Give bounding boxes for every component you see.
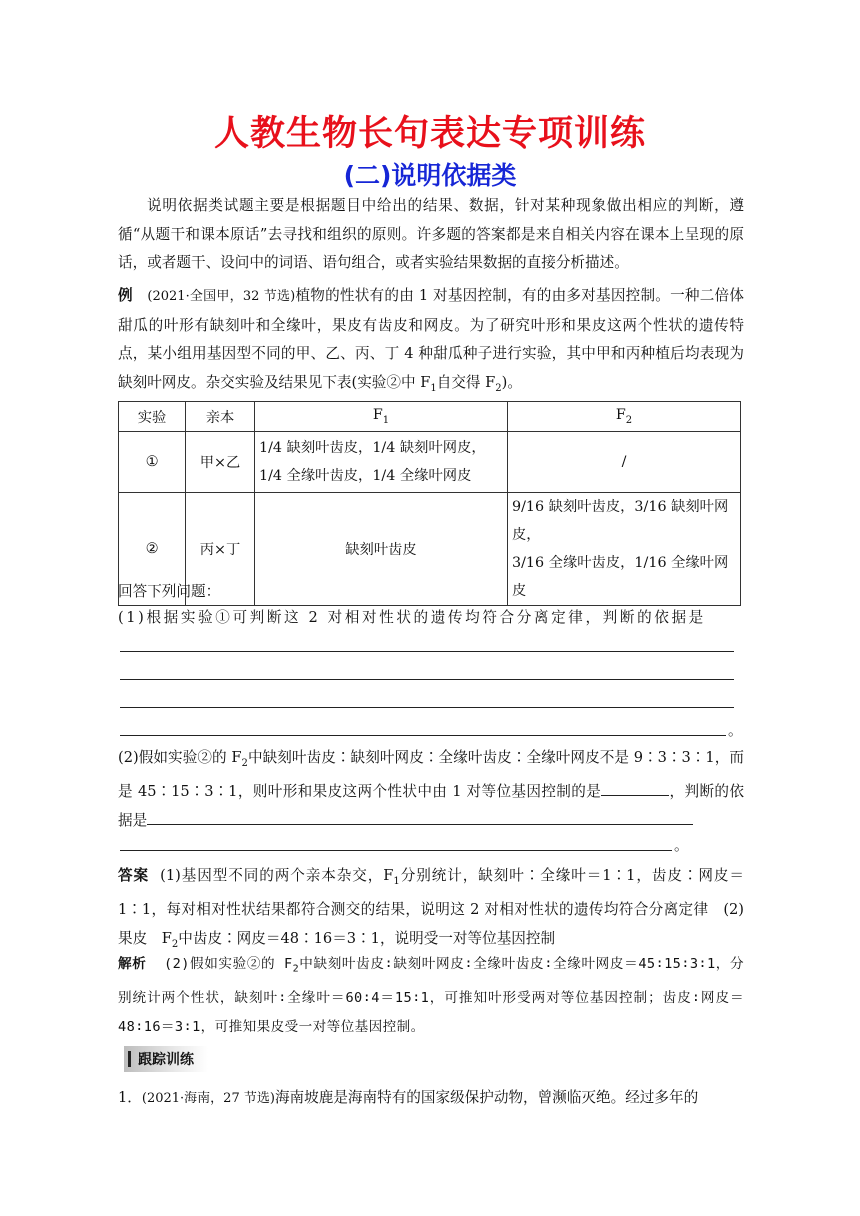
q2-period: 。: [674, 837, 689, 854]
example-source: (2021·全国甲，32 节选): [147, 289, 296, 304]
answer-line: [120, 735, 726, 736]
analysis-label: 解析: [118, 956, 147, 972]
question-2: (2)假如实验②的 $F_2$中缺刻叶齿皮∶缺刻叶网皮∶全缘叶齿皮∶全缘叶网皮不是 9∶3∶3∶1，而是 45∶15∶3∶1，则叶形和果皮这两个性状中由 1 对等位基因控制的是 ，判断的依据是: [118, 749, 744, 829]
table-cell: 甲×乙: [186, 432, 255, 493]
answer-blank: [601, 779, 669, 796]
example-paragraph: 例 (2021·全国甲，32 节选)植物的性状有的由 1 对基因控制，有的由多对基因控制。一种二倍体甜瓜的叶形有缺刻叶和全缘叶，果皮有齿皮和网皮。为了研究叶形和果皮这两个性状的遗传特点，某小组用基因型不同的甲、乙、丙、丁 4 种甜瓜种子进行实验，其中甲和丙种植后均表现为缺刻叶网皮。杂交实验及结果见下表(实验②中 $F_1$自交得 $F_2$)。: [118, 287, 744, 394]
table-cell: 1/4 缺刻叶齿皮，1/4 缺刻叶网皮， 1/4 全缘叶齿皮，1/4 全缘叶网皮: [255, 432, 508, 493]
question-1: (1)根据实验①可判断这 2 对相对性状的遗传均符合分离定律，判断的依据是: [118, 609, 706, 626]
question-next: 1．(2021·海南，27 节选)海南坡鹿是海南特有的国家级保护动物，曾濒临灭绝。经过多年的: [118, 1089, 699, 1106]
cross-results-table: [118, 401, 741, 606]
intro-paragraph: 说明依据类试题主要是根据题目中给出的结果、数据，针对某种现象做出相应的判断，遵循“从题干和课本原话”去寻找和组织的原则。许多题的答案都是来自相关内容在课本上呈现的原话，或者题干、设问中的词语、语句组合，或者实验结果数据的直接分析描述。: [118, 197, 744, 271]
answer-line: [120, 651, 734, 652]
table-cell: /: [508, 432, 741, 493]
example-text: 植物的性状有的由 1 对基因控制，有的由多对基因控制。一种二倍体甜瓜的叶形有缺刻叶和全缘叶，果皮有齿皮和网皮。为了研究叶形和果皮这两个性状的遗传特点，某小组用基因型不同的甲、乙、丙、丁 4 种甜瓜种子进行实验，其中甲和丙种植后均表现为缺刻叶网皮。杂交实验及结果见下表(实验②中 F: [118, 287, 744, 391]
table-cell: 缺刻叶齿皮: [255, 493, 508, 606]
section-tag-bar: [128, 1051, 131, 1067]
table-row: [119, 432, 741, 493]
section-tag-label: 跟踪训练: [138, 1052, 194, 1068]
answer-line: [120, 679, 734, 680]
table-header-row: [119, 402, 741, 432]
table-cell: 丙×丁: [186, 493, 255, 606]
section-tag: [124, 1046, 208, 1072]
prompt-text: 回答下列问题：: [118, 583, 221, 600]
table-header: $F_1$: [255, 402, 508, 432]
example-label: 例: [118, 287, 133, 304]
q1-period: 。: [728, 722, 743, 739]
analysis-paragraph: 解析 (2)假如实验②的 $F_2$中缺刻叶齿皮∶缺刻叶网皮∶全缘叶齿皮∶全缘叶网皮＝45∶15∶3∶1，分别统计两个性状，缺刻叶∶全缘叶＝60∶4＝15∶1，可推知叶形受两对等位基因控制；齿皮∶网皮＝48∶16＝3∶1，可推知果皮受一对等位基因控制。: [118, 956, 744, 1035]
page-title: 人教生物长句表达专项训练: [213, 113, 646, 154]
answer-line: [120, 707, 734, 708]
page-subtitle: (二)说明依据类: [343, 161, 517, 190]
answer-paragraph: 答案 (1)基因型不同的两个亲本杂交，$F_1$分别统计，缺刻叶∶全缘叶＝1∶1，齿皮∶网皮＝1∶1，每对相对性状结果都符合测交的结果，说明这 2 对相对性状的遗传均符合分离定律 (2)果皮 $F_2$中齿皮∶网皮＝48∶16＝3∶1，说明受一对等位基因控制: [118, 867, 744, 950]
answer-blank: [147, 808, 693, 825]
answer-line: [120, 850, 672, 851]
table-cell: ①: [119, 432, 186, 493]
table-header: 亲本: [186, 402, 255, 432]
table-header: 实验: [119, 402, 186, 432]
answer-label: 答案: [118, 867, 150, 884]
table-header: $F_2$: [508, 402, 741, 432]
table-cell: 9/16 缺刻叶齿皮，3/16 缺刻叶网皮， 3/16 全缘叶齿皮，1/16 全缘叶网皮: [508, 493, 741, 606]
table-cell: ②: [119, 493, 186, 606]
